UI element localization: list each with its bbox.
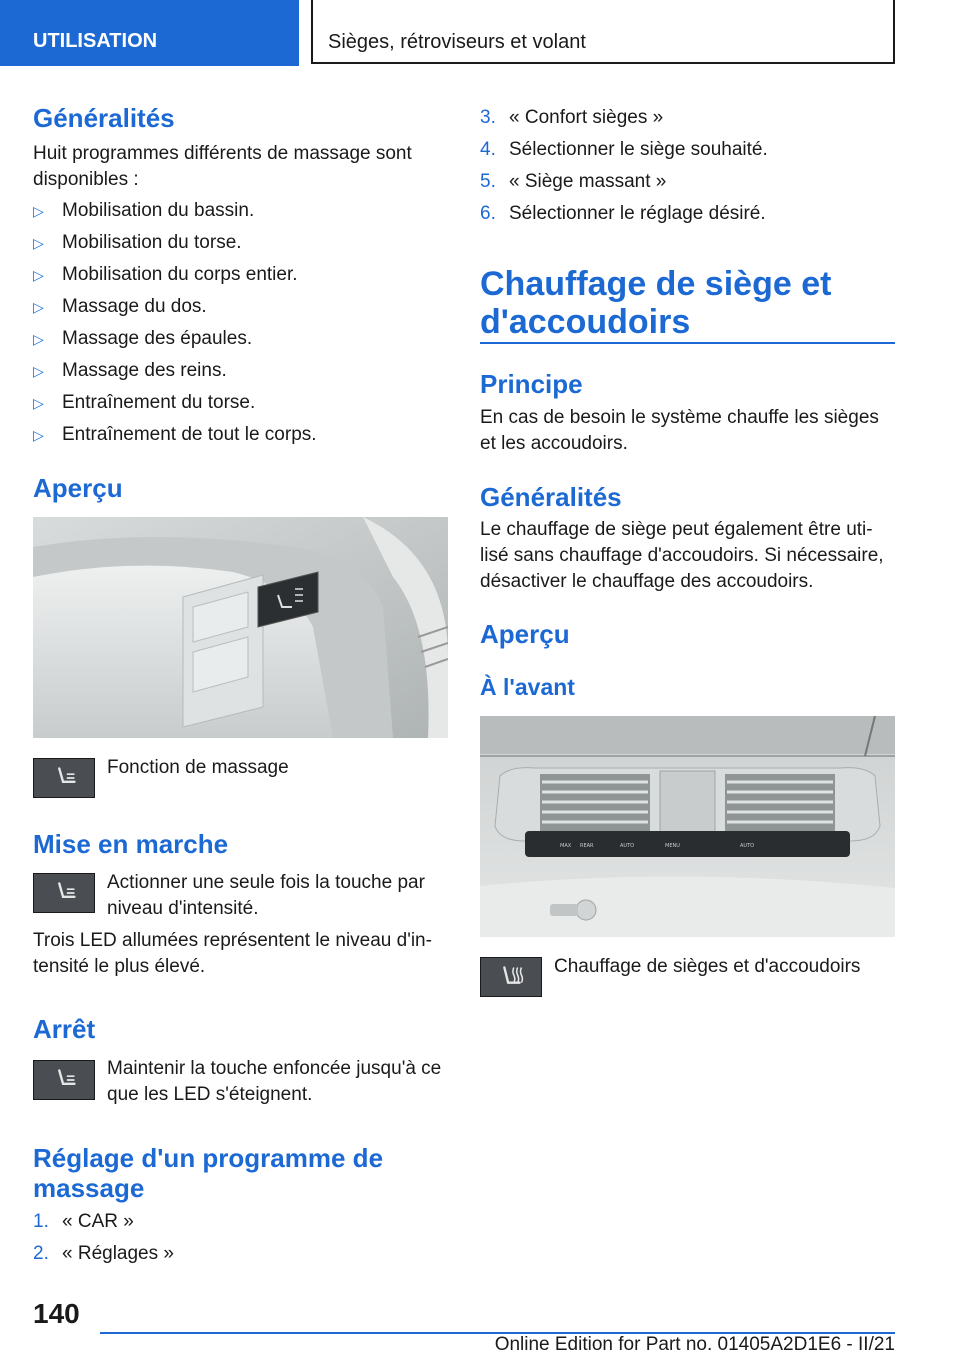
heading-chauffage-line-2: d'accoudoirs <box>480 303 691 341</box>
triangle-bullet-icon: ▷ <box>33 267 44 283</box>
heading-reglage-line-1: Réglage d'un programme de <box>33 1143 384 1173</box>
triangle-bullet-icon: ▷ <box>33 203 44 219</box>
svg-text:REAR: REAR <box>580 843 594 849</box>
trois-text-line-1: Trois LED allumées représentent le niveau d'in‐ <box>33 930 432 951</box>
photo-caption: Chauffage de sièges et d'accoudoirs <box>554 956 861 977</box>
triangle-bullet-icon: ▷ <box>33 427 44 443</box>
svg-text:MAX: MAX <box>560 843 572 849</box>
heading-mise-en-marche: Mise en marche <box>33 829 229 859</box>
triangle-bullet-icon: ▷ <box>33 235 44 251</box>
principe-text-line-2: et les accoudoirs. <box>480 433 628 454</box>
svg-text:AUTO: AUTO <box>740 843 755 849</box>
heading-rule <box>480 342 895 344</box>
arret-text-line-2: que les LED s'éteignent. <box>107 1084 313 1105</box>
heading-reglage-line-2: massage <box>33 1173 145 1203</box>
chapter-title: Sièges, rétroviseurs et volant <box>311 0 895 64</box>
intro-line-1: Huit programmes différents de massage sont <box>33 143 412 164</box>
generalites-text-line-1: Le chauffage de siège peut également être uti‐ <box>480 519 873 540</box>
heading-apercu: Aperçu <box>33 473 123 503</box>
page-number: 140 <box>33 1298 80 1329</box>
heading-a-l-avant: À l'avant <box>480 674 575 700</box>
section-tab: UTILISATION <box>0 0 299 66</box>
mise-text-line-1: Actionner une seule fois la touche par <box>107 872 425 893</box>
seat-heating-icon <box>480 957 542 997</box>
trois-text-line-2: tensité le plus élevé. <box>33 956 206 977</box>
heading-apercu: Aperçu <box>480 619 570 649</box>
massage-seat-icon <box>33 758 95 798</box>
svg-text:MENU: MENU <box>665 843 680 849</box>
door-panel-photo <box>33 517 448 738</box>
massage-seat-icon <box>33 873 95 913</box>
triangle-bullet-icon: ▷ <box>33 299 44 315</box>
generalites-text-line-2: lisé sans chauffage d'accoudoirs. Si nécessaire, <box>480 545 884 566</box>
triangle-bullet-icon: ▷ <box>33 331 44 347</box>
footer-edition: Online Edition for Part no. 01405A2D1E6 - II/21 <box>494 1334 895 1355</box>
arret-text-line-1: Maintenir la touche enfoncée jusqu'à ce <box>107 1058 442 1079</box>
heading-generalites: Généralités <box>33 103 175 133</box>
heading-chauffage-line-1: Chauffage de siège et <box>480 265 832 303</box>
svg-text:AUTO: AUTO <box>620 843 635 849</box>
intro-line-2: disponibles : <box>33 169 139 190</box>
photo-caption: Fonction de massage <box>107 757 289 778</box>
triangle-bullet-icon: ▷ <box>33 395 44 411</box>
triangle-bullet-icon: ▷ <box>33 363 44 379</box>
massage-seat-icon <box>33 1060 95 1100</box>
center-console-photo <box>480 716 895 937</box>
generalites-text-line-3: désactiver le chauffage des accoudoirs. <box>480 571 814 592</box>
heading-principe: Principe <box>480 369 583 399</box>
principe-text-line-1: En cas de besoin le système chauffe les sièges <box>480 407 879 428</box>
mise-text-line-2: niveau d'intensité. <box>107 898 259 919</box>
heading-generalites: Généralités <box>480 482 622 512</box>
heading-arret: Arrêt <box>33 1014 96 1044</box>
